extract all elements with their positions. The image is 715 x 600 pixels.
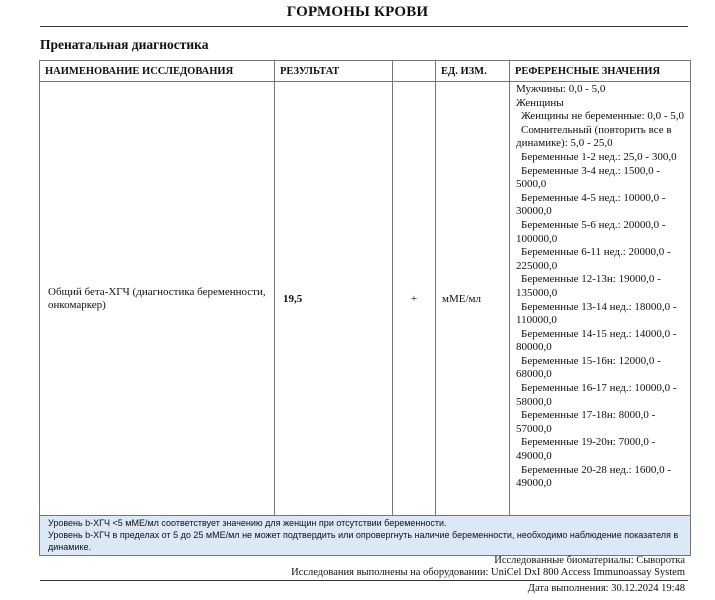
- reference-line: Беременные 17-18н: 8000,0 - 57000,0: [516, 409, 656, 435]
- execution-date: Дата выполнения: 30.12.2024 19:48: [527, 583, 685, 594]
- test-name: Общий бета-ХГЧ (диагностика беременности, онкомаркер): [40, 82, 275, 516]
- header-reference: РЕФЕРЕНСНЫЕ ЗНАЧЕНИЯ: [510, 61, 691, 82]
- reference-line: Беременные 15-16н: 12000,0 - 68000,0: [516, 354, 661, 381]
- reference-line: Мужчины: 0,0 - 5,0: [516, 83, 606, 95]
- biomaterial-info: Исследованные биоматериалы: Сыворотка: [494, 555, 685, 566]
- reference-line: Женщины: [516, 96, 564, 109]
- reference-line: Беременные 20-28 нед.: 1600,0 - 49000,0: [516, 463, 672, 490]
- reference-line: Беременные 13-14 нед.: 18000,0 - 110000,0: [516, 300, 677, 327]
- interpretation-note: [40, 516, 691, 556]
- reference-line: Беременные 3-4 нед.: 1500,0 - 5000,0: [516, 164, 661, 191]
- reference-line: Беременные 14-15 нед.: 14000,0 - 80000,0: [516, 327, 677, 354]
- reference-line: Беременные 19-20н: 7000,0 - 49000,0: [516, 436, 656, 463]
- unit: мМЕ/мл: [436, 82, 510, 516]
- reference-line: Сомнительный (повторить все в динамике): 5,0 - 25,0: [516, 123, 672, 150]
- reference-line: Беременные 12-13н: 19000,0 - 135000,0: [516, 273, 661, 299]
- note-line: Уровень b-ХГЧ <5 мМЕ/мл соответствует значению для женщин при отсутствии беременности.: [48, 518, 447, 528]
- note-row: [40, 516, 691, 556]
- table-header-row: [40, 61, 691, 82]
- result-value: 19,5: [275, 82, 393, 516]
- section-title: Пренатальная диагностика: [40, 37, 209, 52]
- abnormal-flag: +: [393, 82, 436, 516]
- reference-values: [510, 82, 691, 516]
- header-flag: [393, 61, 436, 82]
- reference-line: Беременные 1-2 нед.: 25,0 - 300,0: [521, 150, 677, 163]
- reference-line: Беременные 16-17 нед.: 10000,0 - 58000,0: [516, 382, 677, 408]
- reference-line: Беременные 6-11 нед.: 20000,0 - 225000,0: [516, 246, 671, 272]
- page-title: ГОРМОНЫ КРОВИ: [286, 4, 429, 20]
- header-test: НАИМЕНОВАНИЕ ИССЛЕДОВАНИЯ: [40, 61, 275, 82]
- header-result: РЕЗУЛЬТАТ: [275, 61, 393, 82]
- results-table: [39, 60, 691, 556]
- note-line: Уровень b-ХГЧ в пределах от 5 до 25 мМЕ/мл не может подтвердить или опровергнуть наличие беременности, необходимо наблюдение показателя в динамике.: [48, 530, 679, 552]
- divider: [40, 580, 688, 581]
- equipment-info: Исследования выполнены на оборудовании: UniCel DxI 800 Access Immunoassay System: [291, 567, 685, 578]
- table-row: [40, 82, 691, 516]
- reference-line: Беременные 4-5 нед.: 10000,0 - 30000,0: [516, 191, 666, 218]
- reference-line: Беременные 5-6 нед.: 20000,0 - 100000,0: [516, 218, 666, 245]
- header-unit: ЕД. ИЗМ.: [436, 61, 510, 82]
- reference-line: Женщины не беременные: 0,0 - 5,0: [521, 110, 685, 123]
- divider: [40, 26, 688, 27]
